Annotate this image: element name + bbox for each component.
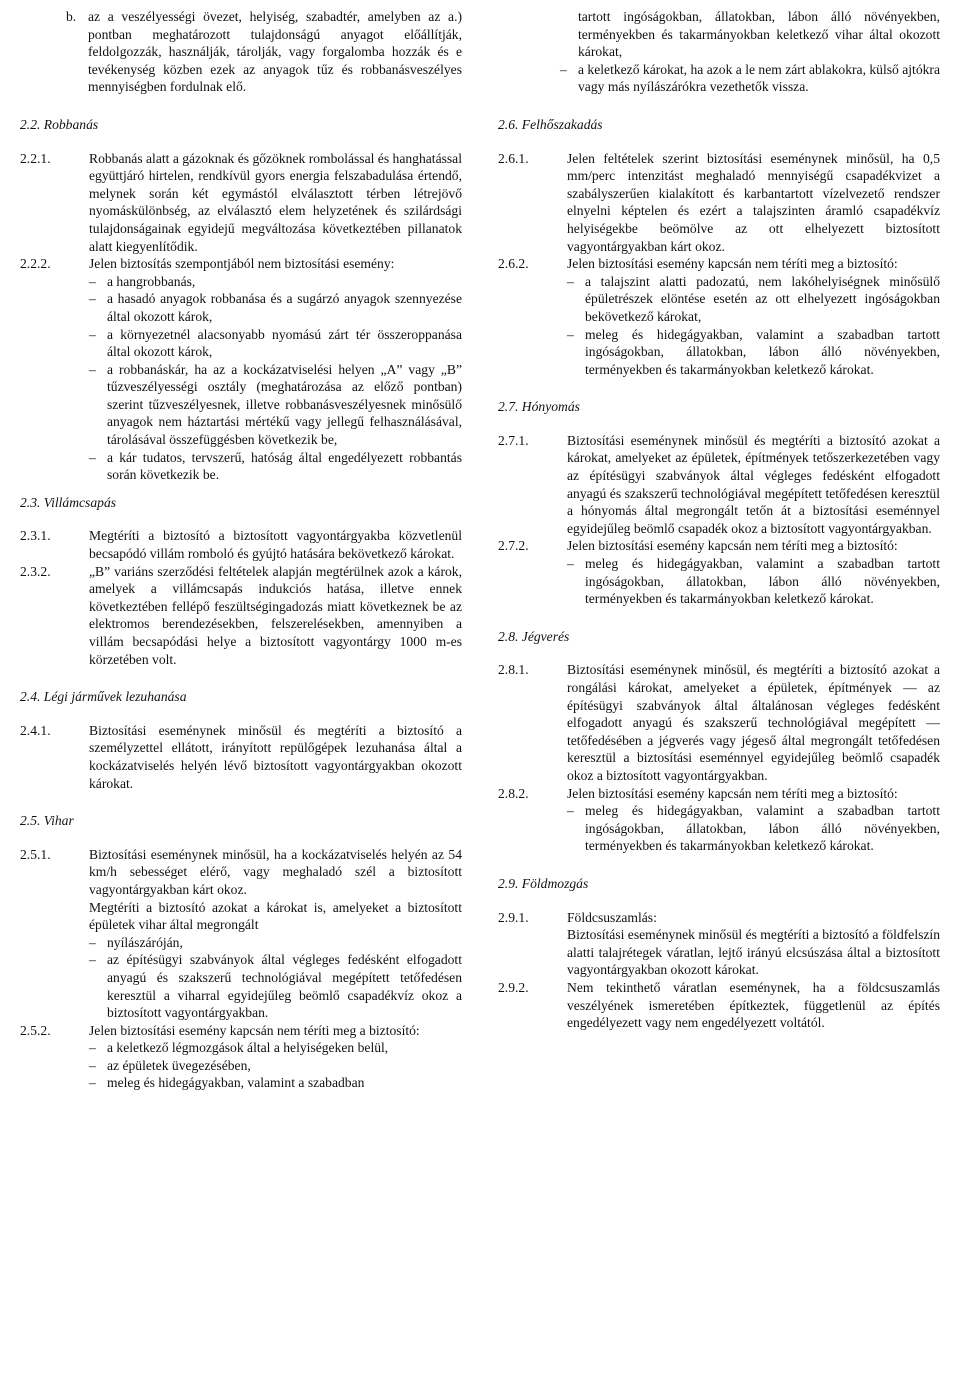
list-item: – a hasadó anyagok robbanása és a sugárzó anyagok szennyezése által okozott károk,	[89, 291, 462, 324]
clause-intro: Jelen biztosítási esemény kapcsán nem téríti meg a biztosító:	[567, 256, 898, 272]
item-marker: b.	[66, 9, 77, 24]
clause-text: Megtéríti a biztosító a biztosított vagyontárgyakba közvetlenül becsapódó villám romboló és gyújtó hatására bekövetkező károkat.	[89, 528, 462, 562]
list-item-text: az építésügyi szabványok által végleges fedésként elfogadott anyagú és szakszerű technológiával megépített tetőfedésen keresztül a viharral egyidejűleg beömlő csapadékvíz okoz a biztosított vagyontárgyakban.	[107, 952, 462, 1021]
clause-text: Biztosítási eseménynek minősül, ha a kockázatviselés helyén az 54 km/h sebességet elérő, vagy meghaladó szél a biztosított vagyontárgyakban kárt okoz.	[89, 846, 462, 897]
clause-intro: Jelen biztosítási esemény kapcsán nem téríti meg a biztosító:	[567, 538, 898, 554]
list-item-text: nyílászáróján,	[107, 934, 183, 950]
clause-2-9-2	[498, 979, 940, 1032]
clause-number: 2.7.1.	[498, 432, 529, 448]
list-item-text: a robbanáskár, ha az a kockázatviselési helyen „A” vagy „B” tűzveszélyességi osztály (meghatározása az előző pontban) szerint tűzveszélyesnek, illetve robbanásveszélyesnek minősülő anyagok nem háztartási mértékű vagy jellegű felhasználásával, tárolásával összefüggésben következik be,	[107, 361, 462, 448]
section-heading-2-4: 2.4. Légi járművek lezuhanása	[20, 689, 187, 705]
list-item: – meleg és hidegágyakban, valamint a szabadban tartott ingóságokban, állatokban, lábon álló növényekben, terményekben és takarmányokban keletkező károkat.	[567, 326, 940, 377]
item-text: az a veszélyességi övezet, helyiség, szabadtér, amelyben az a.) pontban meghatározott tulajdonságú anyagot előállítják, feldolgozzák, használják, tárolják, vagy forgalomba hozzák és e tevékenység közben ezek az anyagok tűz és robbanásveszélyes mennyiségben fordulnak elő.	[88, 9, 462, 95]
section-heading-2-9: 2.9. Földmozgás	[498, 875, 589, 891]
list-item-text: a keletkező légmozgások által a helyiségeken belül,	[107, 1040, 389, 1056]
list-item: – meleg és hidegágyakban, valamint a szabadban tartott ingóságokban, állatokban, lábon álló növényekben, terményekben és takarmányokban keletkező károkat.	[567, 556, 940, 607]
clause-text: Jelen feltételek szerint biztosítási eseménynek minősül, ha 0,5 mm/perc intenzitást meghaladó mennyiségű csapadékvizet a szabályszerűen kialakított és karbantartott vízelvezető rendszer elnyelni képtelen és ezért a talajszinten áramló csapadékvíz helyiségekbe beömölve az ott elhelyezett biztosított vagyontárgyakban kárt okoz.	[567, 150, 940, 254]
continuation-block	[498, 8, 940, 96]
clause-2-9-1	[498, 909, 940, 979]
section-heading-2-8: 2.8. Jégverés	[498, 628, 570, 644]
clause-number: 2.5.2.	[20, 1022, 51, 1038]
clause-2-3-2	[20, 563, 462, 669]
clause-2-8-1	[498, 661, 940, 784]
list-item: – az építésügyi szabványok által végleges fedésként elfogadott anyagú és szakszerű technológiával megépített tetőfedésen keresztül a viharral egyidejűleg beömlő csapadékvíz okoz a biztosított vagyontárgyakban.	[89, 952, 462, 1021]
clause-number: 2.2.2.	[20, 256, 51, 272]
clause-2-6-2	[498, 255, 940, 378]
list-item-text: az épületek üvegezésében,	[107, 1057, 251, 1073]
list-item: – a robbanáskár, ha az a kockázatviselési helyen „A” vagy „B” tűzveszélyességi osztály (meghatározása az előző pontban) szerint tűzveszélyesnek, illetve robbanásveszélyesnek minősülő anyagok nem háztartási mértékű vagy jellegű felhasználásával, tárolásával összefüggésben következik be,	[89, 361, 462, 448]
clause-2-7-2	[498, 537, 940, 607]
clause-text: Biztosítási eseménynek minősül és megtéríti a biztosító a földfelszín alatti talajrétegek váratlan, lejtő irányú elcsúszása által a biztosított vagyontárgyakban okozott károkat.	[567, 927, 940, 978]
section-heading-2-7: 2.7. Hónyomás	[498, 399, 580, 415]
list-item: – nyílászáróján,	[89, 934, 462, 952]
clause-2-7-1	[498, 432, 940, 538]
list-item: – a környezetnél alacsonyabb nyomású zárt tér összeroppanása által okozott károk,	[89, 326, 462, 360]
list-item-text: meleg és hidegágyakban, valamint a szabadban tartott ingóságokban, állatokban, lábon álló növényekben, terményekben és takarmányokban keletkező károkat.	[585, 556, 940, 607]
section-heading-2-3: 2.3. Villámcsapás	[20, 494, 117, 510]
list-item-text: a kár tudatos, tervszerű, hatóság által engedélyezett robbantás során következik be.	[107, 449, 462, 483]
clause-number: 2.3.2.	[20, 563, 51, 579]
clause-intro: Jelen biztosítási esemény kapcsán nem téríti meg a biztosító:	[567, 785, 898, 801]
clause-2-8-2	[498, 785, 940, 855]
right-column	[498, 8, 940, 1032]
clause-text: Biztosítási eseménynek minősül és megtéríti a biztosító azokat a károkat, amelyeket az épületek, építmények tetőszerkezetében vagy az építésügyi szabványok által végleges fedésként elfogadott anyagú és szakszerű technológiával megépített tetőfedésen keresztül a hónyomás által megrongált tetőn át a biztosítási eseménnyel egyidejűleg beömlő csapadék okoz a biztosított vagyontárgyakban.	[567, 432, 940, 536]
clause-text: Megtéríti a biztosító azokat a károkat is, amelyeket a biztosított épületek vihar által megrongált	[89, 899, 462, 933]
clause-2-4-1	[20, 722, 462, 792]
list-item: – a hangrobbanás,	[89, 273, 462, 291]
list-item: – a talajszint alatti padozatú, nem lakóhelyiségnek minősülő épületrészek elöntése esetén az ott elhelyezett ingóságokban bekövetkező károkat,	[567, 273, 940, 324]
clause-text: Nem tekinthető váratlan eseménynek, ha a földcsuszamlás veszélyének ismeretében építkeztek, függetlenül az építés engedélyezett vagy nem engedélyezett voltától.	[567, 979, 940, 1031]
clause-number: 2.6.1.	[498, 150, 529, 166]
clause-number: 2.8.1.	[498, 662, 529, 678]
clause-text: Biztosítási eseménynek minősül és megtéríti a biztosító a személyzettel ellátott, irányított repülőgépek lezuhanása által a kockázatviselés helyén lévő biztosított vagyontárgyakban okozott károkat.	[89, 722, 462, 791]
list-item-text: a hasadó anyagok robbanása és a sugárzó anyagok szennyezése által okozott károk,	[107, 291, 462, 324]
clause-number: 2.8.2.	[498, 785, 529, 801]
clause-2-3-1	[20, 527, 462, 562]
clause-2-5-1	[20, 846, 462, 1022]
list-item-text: a talajszint alatti padozatú, nem lakóhelyiségnek minősülő épületrészek elöntése esetén az ott elhelyezett ingóságokban bekövetkező károkat,	[585, 273, 940, 324]
list-item-text: meleg és hidegágyakban, valamint a szabadban tartott ingóságokban, állatokban, lábon álló növényekben, terményekben és takarmányokban keletkező károkat.	[585, 326, 940, 377]
continuation-text: tartott ingóságokban, állatokban, lábon álló növényekben, terményekben és takarmányokban keletkező vihar által okozott károkat,	[578, 9, 940, 60]
list-item: – meleg és hidegágyakban, valamint a szabadban tartott ingóságokban, állatokban, lábon álló növényekben, terményekben és takarmányokban keletkező károkat.	[567, 803, 940, 854]
list-item: – a keletkező károkat, ha azok a le nem zárt ablakokra, külső ajtókra vagy más nyílászárókra vezethetők vissza.	[560, 61, 940, 95]
section-heading-2-6: 2.6. Felhőszakadás	[498, 116, 603, 132]
list-item-text: meleg és hidegágyakban, valamint a szabadban	[107, 1075, 365, 1091]
list-item-text: a hangrobbanás,	[107, 273, 196, 289]
clause-text: Robbanás alatt a gázoknak és gőzöknek rombolással és hanghatással együttjáró hirtelen, rendkívül gyors energia felszabadulása értendő, melynek során két egymástól elválasztott térben létrejövő nyomáskülönbség, az elválasztó elem helyzetének és szilárdsági tulajdonságainak egyidejű megváltozása következtében pillanatok alatt kiegyenlítődik.	[89, 150, 462, 254]
clause-title: Földcsuszamlás:	[567, 909, 657, 925]
clause-number: 2.9.2.	[498, 979, 529, 995]
clause-2-2-2	[20, 255, 462, 484]
list-item-text: a keletkező károkat, ha azok a le nem zárt ablakokra, külső ajtókra vagy más nyílászárókra vezethetők vissza.	[578, 61, 940, 95]
section-heading-2-5: 2.5. Vihar	[20, 813, 74, 829]
clause-intro: Jelen biztosítás szempontjából nem biztosítási esemény:	[89, 256, 395, 272]
list-item-text: meleg és hidegágyakban, valamint a szabadban tartott ingóságokban, állatokban, lábon álló növényekben, terményekben és takarmányokban keletkező károkat.	[585, 803, 940, 854]
clause-intro: Jelen biztosítási esemény kapcsán nem téríti meg a biztosító:	[89, 1022, 420, 1038]
clause-2-2-1	[20, 150, 462, 256]
clause-number: 2.4.1.	[20, 722, 51, 738]
clause-number: 2.9.1.	[498, 909, 529, 925]
list-item-text: a környezetnél alacsonyabb nyomású zárt tér összeroppanása által okozott károk,	[107, 326, 462, 360]
list-item: – a kár tudatos, tervszerű, hatóság által engedélyezett robbantás során következik be.	[89, 449, 462, 483]
clause-text: „B” variáns szerződési feltételek alapján megtérülnek azok a károk, amelyek a villámcsapás indukciós hatása, illetve ennek következtében fellépő feszültségingadozás miatt következnek be az elektromos berendezésekben, felszerelésekben, amennyiben a villám becsapódási helye a biztosított vagyontárgy 1000 m-es körzetében volt.	[89, 563, 462, 667]
list-item-b	[20, 8, 462, 96]
clause-text: Biztosítási eseménynek minősül, és megtéríti a biztosító azokat a rongálási károkat, amelyeket a épületek, építmények — az építésügyi szabványok által általánosan végleges fedésként elfogadott anyagú és szakszerű technológiával megépített — tetőfedésében a jégverés vagy jégeső által megrongált tetőfedésen keresztül a biztosítási eseménnyel egyidejűleg beömlő csapadék okoz a biztosított vagyontárgyakban.	[567, 662, 940, 783]
clause-number: 2.2.1.	[20, 150, 51, 166]
left-column	[20, 8, 462, 1092]
clause-2-5-2	[20, 1022, 462, 1092]
list-item: – a keletkező légmozgások által a helyiségeken belül,	[89, 1039, 462, 1057]
clause-number: 2.6.2.	[498, 256, 529, 272]
section-heading-2-2: 2.2. Robbanás	[20, 116, 99, 132]
clause-number: 2.7.2.	[498, 538, 529, 554]
clause-number: 2.5.1.	[20, 846, 51, 862]
clause-number: 2.3.1.	[20, 528, 51, 544]
clause-2-6-1	[498, 150, 940, 256]
list-item: – meleg és hidegágyakban, valamint a szabadban	[89, 1074, 462, 1092]
list-item: – az épületek üvegezésében,	[89, 1057, 462, 1075]
